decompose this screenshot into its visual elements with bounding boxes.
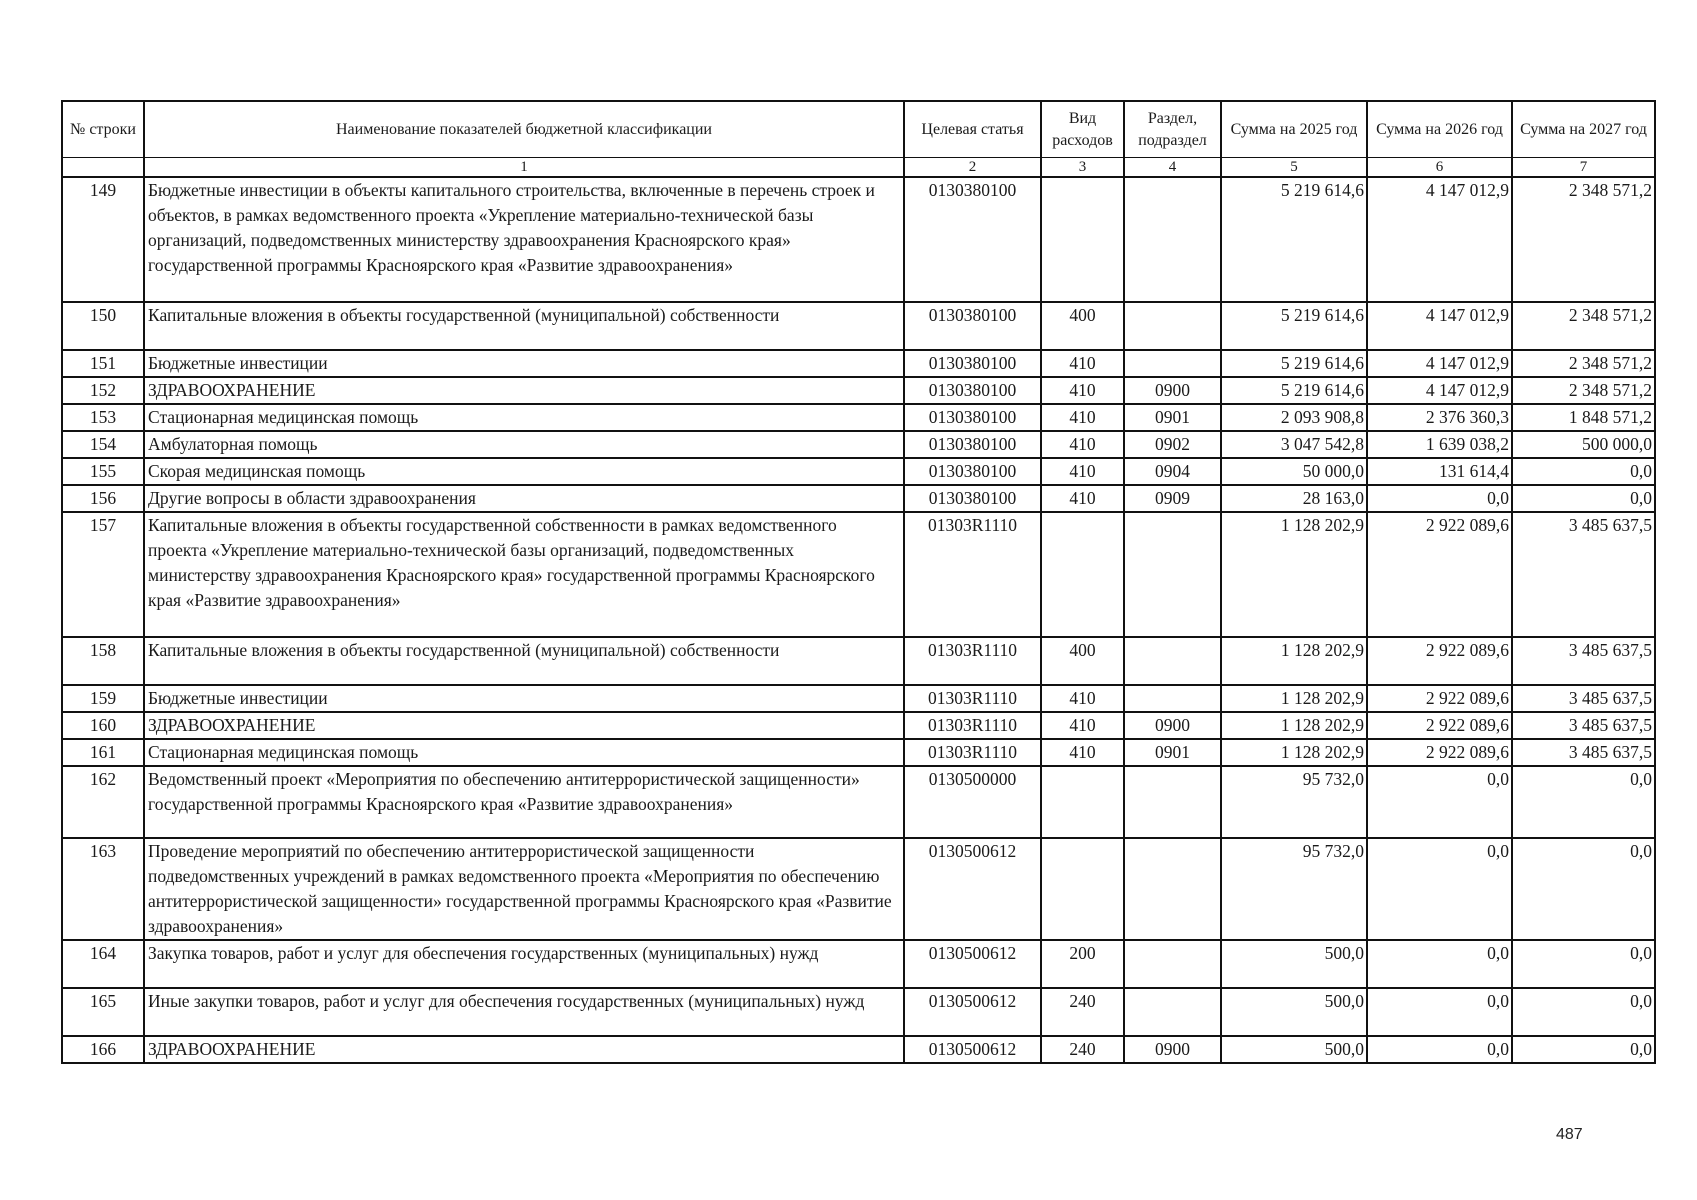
row-sum-2026: 0,0 xyxy=(1367,940,1512,988)
row-expense-type: 410 xyxy=(1041,685,1124,712)
row-sum-2026: 0,0 xyxy=(1367,485,1512,512)
row-target-article: 01303R1110 xyxy=(904,712,1041,739)
row-number: 152 xyxy=(62,377,144,404)
row-name: Проведение мероприятий по обеспечению антитеррористической защищенности подведомственных учреждений в рамках ведомственного проекта «Мероприятия по обеспечению антитеррористической защищенности» государственной программы Красноярского края «Развитие здравоохранения» xyxy=(144,838,904,940)
row-number: 149 xyxy=(62,177,144,302)
row-sum-2025: 1 128 202,9 xyxy=(1221,512,1367,637)
row-section xyxy=(1124,766,1221,838)
row-target-article: 01303R1110 xyxy=(904,637,1041,685)
row-target-article: 01303R1110 xyxy=(904,512,1041,637)
row-sum-2026: 2 922 089,6 xyxy=(1367,512,1512,637)
row-sum-2025: 28 163,0 xyxy=(1221,485,1367,512)
row-sum-2025: 5 219 614,6 xyxy=(1221,350,1367,377)
row-name: ЗДРАВООХРАНЕНИЕ xyxy=(144,712,904,739)
row-expense-type: 410 xyxy=(1041,485,1124,512)
row-name: Бюджетные инвестиции xyxy=(144,350,904,377)
column-number: 3 xyxy=(1041,158,1124,178)
row-number: 162 xyxy=(62,766,144,838)
row-sum-2025: 1 128 202,9 xyxy=(1221,637,1367,685)
row-sum-2025: 5 219 614,6 xyxy=(1221,302,1367,350)
row-sum-2027: 500 000,0 xyxy=(1512,431,1655,458)
row-section xyxy=(1124,940,1221,988)
row-number: 158 xyxy=(62,637,144,685)
row-sum-2025: 1 128 202,9 xyxy=(1221,712,1367,739)
row-expense-type: 400 xyxy=(1041,302,1124,350)
row-name: Другие вопросы в области здравоохранения xyxy=(144,485,904,512)
column-number xyxy=(62,158,144,178)
row-target-article: 0130380100 xyxy=(904,177,1041,302)
row-section: 0909 xyxy=(1124,485,1221,512)
header-razdel: Раздел, подраздел xyxy=(1124,101,1221,158)
header-vid: Вид расходов xyxy=(1041,101,1124,158)
row-name: Бюджетные инвестиции в объекты капитального строительства, включенные в перечень строек и объектов, в рамках ведомственного проекта «Укрепление материально-технической базы организаций, подведомственных министерству здравоохранения Красноярского края» государственной программы Красноярского края «Развитие здравоохранения» xyxy=(144,177,904,302)
row-sum-2027: 0,0 xyxy=(1512,766,1655,838)
row-expense-type: 200 xyxy=(1041,940,1124,988)
row-number: 166 xyxy=(62,1036,144,1063)
row-expense-type xyxy=(1041,838,1124,940)
row-sum-2025: 500,0 xyxy=(1221,1036,1367,1063)
row-section: 0900 xyxy=(1124,1036,1221,1063)
row-sum-2025: 1 128 202,9 xyxy=(1221,739,1367,766)
row-expense-type: 410 xyxy=(1041,431,1124,458)
row-number: 151 xyxy=(62,350,144,377)
row-sum-2027: 3 485 637,5 xyxy=(1512,685,1655,712)
row-sum-2027: 0,0 xyxy=(1512,458,1655,485)
row-sum-2026: 4 147 012,9 xyxy=(1367,350,1512,377)
header-sum-2026: Сумма на 2026 год xyxy=(1367,101,1512,158)
row-number: 164 xyxy=(62,940,144,988)
table-row xyxy=(62,485,1655,512)
row-sum-2026: 0,0 xyxy=(1367,838,1512,940)
row-sum-2027: 2 348 571,2 xyxy=(1512,350,1655,377)
row-section: 0900 xyxy=(1124,377,1221,404)
row-name: Закупка товаров, работ и услуг для обеспечения государственных (муниципальных) нужд xyxy=(144,940,904,988)
row-target-article: 0130380100 xyxy=(904,458,1041,485)
row-target-article: 0130380100 xyxy=(904,404,1041,431)
row-expense-type: 400 xyxy=(1041,637,1124,685)
row-section xyxy=(1124,177,1221,302)
row-number: 160 xyxy=(62,712,144,739)
row-target-article: 0130500612 xyxy=(904,988,1041,1036)
row-section xyxy=(1124,637,1221,685)
row-sum-2025: 95 732,0 xyxy=(1221,838,1367,940)
row-sum-2026: 2 922 089,6 xyxy=(1367,712,1512,739)
row-section: 0901 xyxy=(1124,404,1221,431)
row-target-article: 0130380100 xyxy=(904,350,1041,377)
row-name: ЗДРАВООХРАНЕНИЕ xyxy=(144,1036,904,1063)
header-sum-2027: Сумма на 2027 год xyxy=(1512,101,1655,158)
table-row xyxy=(62,512,1655,637)
row-target-article: 01303R1110 xyxy=(904,739,1041,766)
table-row xyxy=(62,940,1655,988)
row-sum-2025: 500,0 xyxy=(1221,988,1367,1036)
row-target-article: 0130500612 xyxy=(904,940,1041,988)
row-target-article: 0130500612 xyxy=(904,838,1041,940)
row-name: Скорая медицинская помощь xyxy=(144,458,904,485)
row-section xyxy=(1124,512,1221,637)
column-number: 5 xyxy=(1221,158,1367,178)
column-number: 1 xyxy=(144,158,904,178)
row-number: 161 xyxy=(62,739,144,766)
row-sum-2027: 3 485 637,5 xyxy=(1512,712,1655,739)
row-sum-2027: 2 348 571,2 xyxy=(1512,177,1655,302)
row-sum-2026: 4 147 012,9 xyxy=(1367,302,1512,350)
row-target-article: 0130380100 xyxy=(904,302,1041,350)
row-sum-2025: 5 219 614,6 xyxy=(1221,377,1367,404)
header-name: Наименование показателей бюджетной классификации xyxy=(144,101,904,158)
row-name: Капитальные вложения в объекты государственной (муниципальной) собственности xyxy=(144,302,904,350)
table-row xyxy=(62,637,1655,685)
row-sum-2025: 2 093 908,8 xyxy=(1221,404,1367,431)
row-sum-2027: 0,0 xyxy=(1512,838,1655,940)
row-number: 154 xyxy=(62,431,144,458)
row-expense-type: 410 xyxy=(1041,458,1124,485)
row-name: ЗДРАВООХРАНЕНИЕ xyxy=(144,377,904,404)
row-expense-type: 410 xyxy=(1041,404,1124,431)
row-section: 0901 xyxy=(1124,739,1221,766)
table-row xyxy=(62,458,1655,485)
row-section xyxy=(1124,988,1221,1036)
table-row xyxy=(62,177,1655,302)
row-sum-2026: 2 922 089,6 xyxy=(1367,637,1512,685)
table-row xyxy=(62,838,1655,940)
row-expense-type: 240 xyxy=(1041,988,1124,1036)
column-number: 2 xyxy=(904,158,1041,178)
row-sum-2026: 0,0 xyxy=(1367,1036,1512,1063)
row-name: Стационарная медицинская помощь xyxy=(144,739,904,766)
row-sum-2027: 2 348 571,2 xyxy=(1512,302,1655,350)
row-expense-type xyxy=(1041,177,1124,302)
row-expense-type: 240 xyxy=(1041,1036,1124,1063)
row-sum-2026: 1 639 038,2 xyxy=(1367,431,1512,458)
row-sum-2027: 3 485 637,5 xyxy=(1512,637,1655,685)
header-sum-2025: Сумма на 2025 год xyxy=(1221,101,1367,158)
table-row xyxy=(62,431,1655,458)
row-section xyxy=(1124,838,1221,940)
row-section xyxy=(1124,350,1221,377)
table-row xyxy=(62,350,1655,377)
row-sum-2025: 5 219 614,6 xyxy=(1221,177,1367,302)
header-row-no: № строки xyxy=(62,101,144,158)
row-sum-2025: 1 128 202,9 xyxy=(1221,685,1367,712)
table-row xyxy=(62,377,1655,404)
row-sum-2026: 2 922 089,6 xyxy=(1367,685,1512,712)
row-section: 0900 xyxy=(1124,712,1221,739)
row-target-article: 0130500612 xyxy=(904,1036,1041,1063)
row-number: 156 xyxy=(62,485,144,512)
row-number: 163 xyxy=(62,838,144,940)
row-sum-2027: 0,0 xyxy=(1512,485,1655,512)
row-sum-2026: 4 147 012,9 xyxy=(1367,377,1512,404)
row-number: 159 xyxy=(62,685,144,712)
row-section xyxy=(1124,302,1221,350)
header-target: Целевая статья xyxy=(904,101,1041,158)
page-number: 487 xyxy=(1556,1126,1583,1143)
table-row xyxy=(62,712,1655,739)
row-sum-2027: 3 485 637,5 xyxy=(1512,512,1655,637)
row-sum-2025: 50 000,0 xyxy=(1221,458,1367,485)
row-name: Иные закупки товаров, работ и услуг для обеспечения государственных (муниципальных) нужд xyxy=(144,988,904,1036)
row-target-article: 0130380100 xyxy=(904,377,1041,404)
row-expense-type: 410 xyxy=(1041,377,1124,404)
row-expense-type: 410 xyxy=(1041,350,1124,377)
row-sum-2026: 2 922 089,6 xyxy=(1367,739,1512,766)
row-section: 0902 xyxy=(1124,431,1221,458)
column-number: 6 xyxy=(1367,158,1512,178)
column-number-row xyxy=(62,158,1655,178)
row-sum-2026: 2 376 360,3 xyxy=(1367,404,1512,431)
row-name: Амбулаторная помощь xyxy=(144,431,904,458)
row-section: 0904 xyxy=(1124,458,1221,485)
budget-table xyxy=(61,100,1656,1064)
row-sum-2027: 0,0 xyxy=(1512,1036,1655,1063)
row-name: Капитальные вложения в объекты государственной собственности в рамках ведомственного проекта «Укрепление материально-технической базы организаций, подведомственных министерству здравоохранения Красноярского края» государственной программы Красноярского края «Развитие здравоохранения» xyxy=(144,512,904,637)
row-sum-2026: 131 614,4 xyxy=(1367,458,1512,485)
row-expense-type: 410 xyxy=(1041,739,1124,766)
row-sum-2025: 95 732,0 xyxy=(1221,766,1367,838)
table-row xyxy=(62,302,1655,350)
column-number: 4 xyxy=(1124,158,1221,178)
header-row xyxy=(62,101,1655,158)
row-expense-type xyxy=(1041,766,1124,838)
row-sum-2025: 500,0 xyxy=(1221,940,1367,988)
table-row xyxy=(62,739,1655,766)
table-row xyxy=(62,988,1655,1036)
row-number: 150 xyxy=(62,302,144,350)
row-number: 157 xyxy=(62,512,144,637)
row-target-article: 01303R1110 xyxy=(904,685,1041,712)
row-name: Стационарная медицинская помощь xyxy=(144,404,904,431)
table-row xyxy=(62,685,1655,712)
row-sum-2027: 3 485 637,5 xyxy=(1512,739,1655,766)
row-number: 155 xyxy=(62,458,144,485)
row-sum-2026: 0,0 xyxy=(1367,988,1512,1036)
row-sum-2027: 0,0 xyxy=(1512,940,1655,988)
row-target-article: 0130380100 xyxy=(904,431,1041,458)
row-name: Ведомственный проект «Мероприятия по обеспечению антитеррористической защищенности» государственной программы Красноярского края «Развитие здравоохранения» xyxy=(144,766,904,838)
table-row xyxy=(62,1036,1655,1063)
row-number: 165 xyxy=(62,988,144,1036)
row-name: Капитальные вложения в объекты государственной (муниципальной) собственности xyxy=(144,637,904,685)
row-expense-type: 410 xyxy=(1041,712,1124,739)
row-number: 153 xyxy=(62,404,144,431)
table-body xyxy=(62,177,1655,1063)
row-sum-2027: 0,0 xyxy=(1512,988,1655,1036)
row-expense-type xyxy=(1041,512,1124,637)
table-row xyxy=(62,404,1655,431)
row-sum-2026: 0,0 xyxy=(1367,766,1512,838)
row-section xyxy=(1124,685,1221,712)
row-sum-2027: 2 348 571,2 xyxy=(1512,377,1655,404)
column-number: 7 xyxy=(1512,158,1655,178)
row-target-article: 0130380100 xyxy=(904,485,1041,512)
row-name: Бюджетные инвестиции xyxy=(144,685,904,712)
row-sum-2027: 1 848 571,2 xyxy=(1512,404,1655,431)
row-target-article: 0130500000 xyxy=(904,766,1041,838)
row-sum-2026: 4 147 012,9 xyxy=(1367,177,1512,302)
row-sum-2025: 3 047 542,8 xyxy=(1221,431,1367,458)
table-row xyxy=(62,766,1655,838)
